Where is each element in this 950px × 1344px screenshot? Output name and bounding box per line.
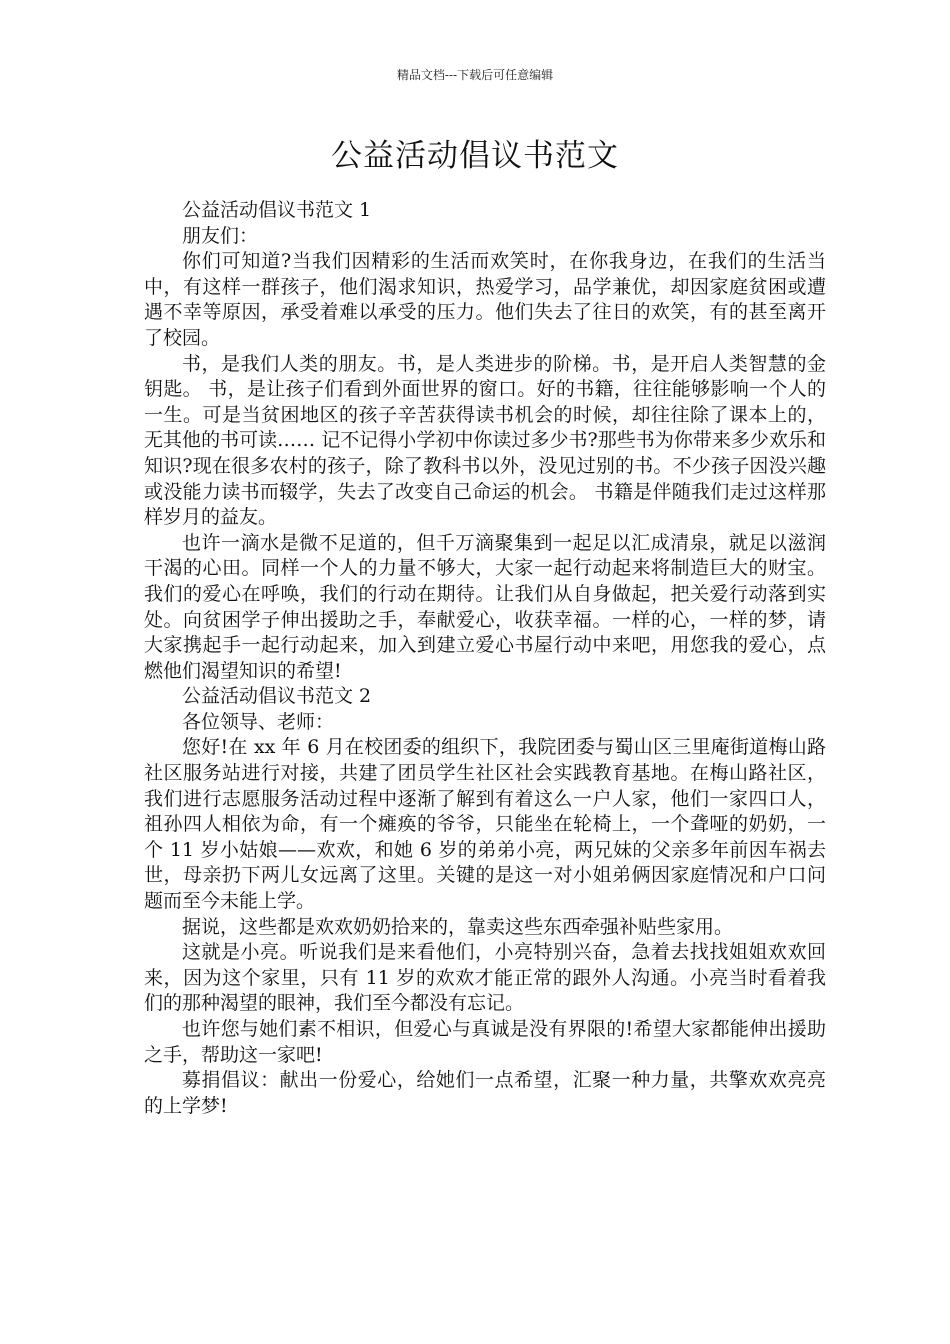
paragraph: 你们可知道?当我们因精彩的生活而欢笑时，在你我身边，在我们的生活当中，有这样一群孩子，他们渴求知识，热爱学习，品学兼优，却因家庭贫困或遭遇不幸等原因，承受着难以承受的压力。他们失去了往日的欢笑，有的甚至离开了校园。 [144,250,826,349]
salutation-2: 各位领导、老师： [182,710,335,733]
paragraph: 这就是小亮。听说我们是来看他们，小亮特别兴奋，急着去找找姐姐欢欢回来，因为这个家里，只有 11 岁的欢欢才能正常的跟外人沟通。小亮当时看着我们的那种渴望的眼神，我们至今都没有忘记。 [144,941,826,1015]
paragraph: 您好!在 xx 年 6 月在校团委的组织下，我院团委与蜀山区三里庵街道梅山路社区服务站进行对接，共建了团员学生社区社会实践教育基地。在梅山路社区，我们进行志愿服务活动过程中逐渐了解到有着这么一户人家，他们一家四口人，祖孙四人相依为命，有一个瘫痪的爷爷，只能坐在轮椅上，一个聋哑的奶奶，一个 11 岁小姑娘——欢欢，和她 6 岁的弟弟小亮，两兄妹的父亲多年前因车祸去世，母亲扔下两儿女远离了这里。关键的是这一对小姐弟俩因家庭情况和户口问题而至今未能上学。 [144,736,826,913]
document-body [144,198,826,1119]
header-note: 精品文档---下载后可任意编辑 [396,68,554,82]
section-heading-2: 公益活动倡议书范文 2 [182,685,372,708]
paragraph: 书，是我们人类的朋友。书，是人类进步的阶梯。书，是开启人类智慧的金钥匙。 书，是让孩子们看到外面世界的窗口。好的书籍，往往能够影响一个人的一生。可是当贫困地区的孩子辛苦获得读书机会的时候，却往往除了课本上的，无其他的书可读…… 记不记得小学初中你读过多少书?那些书为你带来多少欢乐和知识?现在很多农村的孩子，除了教科书以外，没见过别的书。不少孩子因没兴趣或没能力读书而辍学，失去了改变自己命运的机会。 书籍是伴随我们走过这样那样岁月的益友。 [144,352,826,529]
paragraph: 也许您与她们素不相识，但爱心与真诚是没有界限的!希望大家都能伸出援助之手，帮助这一家吧! [144,1018,826,1066]
salutation-1: 朋友们： [182,224,259,247]
paragraph: 募捐倡议：献出一份爱心，给她们一点希望，汇聚一种力量，共擎欢欢亮亮的上学梦! [144,1069,826,1117]
document-title: 公益活动倡议书范文 [331,138,619,174]
paragraph: 据说，这些都是欢欢奶奶拾来的，靠卖这些东西牵强补贴些家用。 [182,915,734,938]
paragraph: 也许一滴水是微不足道的，但千万滴聚集到一起足以汇成清泉，就足以滋润干渴的心田。同样一个人的力量不够大，大家一起行动起来将制造巨大的财宝。我们的爱心在呼唤，我们的行动在期待。让我们从自身做起，把关爱行动落到实处。向贫困学子伸出援助之手，奉献爱心，收获幸福。一样的心，一样的梦，请大家携起手一起行动起来，加入到建立爱心书屋行动中来吧，用您我的爱心，点燃他们渴望知识的希望! [144,531,826,682]
section-heading-1: 公益活动倡议书范文 1 [182,199,372,221]
